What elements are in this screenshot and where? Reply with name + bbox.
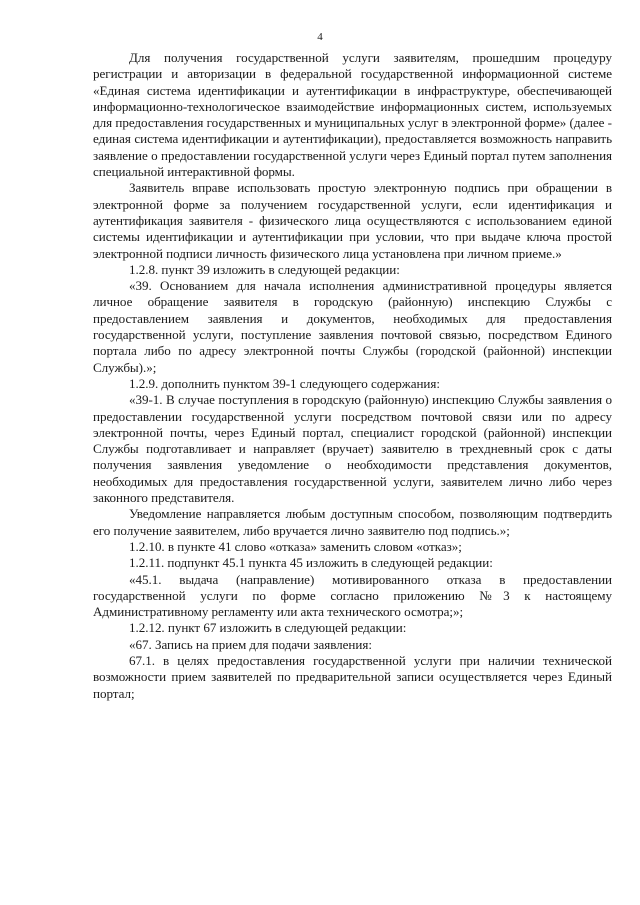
paragraph-point-39-1: «39-1. В случае поступления в городскую (районную) инспекцию Службы заявления о предоставлении государственной услуги посредством почтовой связи или по адресу электронной почты, через Единый портал, специалист городской (районной) инспекции Службы подготавливает и направляет (вручает) заявителю в трехдневный срок с даты получения заявления уведомление о необходимости представления документов, необходимых для предоставления государственной услуги, заявителем лично либо через законного представителя. xyxy=(93,392,612,506)
document-body xyxy=(93,50,612,702)
paragraph-amendment-1-2-12: 1.2.12. пункт 67 изложить в следующей редакции: xyxy=(129,620,407,636)
page-number: 4 xyxy=(317,31,323,43)
paragraph-point-45-1: «45.1. выдача (направление) мотивированного отказа в предоставлении государственной услуги по форме согласно приложению №3 к настоящему Административному регламенту или акта технического осмотра;»; xyxy=(93,571,612,620)
paragraph-electronic-signature: Заявитель вправе использовать простую электронную подпись при обращении в электронной форме за получением государственной услуги, если идентификация и аутентификация заявителя - физического лица осуществляются с использованием единой системы идентификации и аутентификации при условии, что при выдаче ключа простой электронной подписи личность физического лица установлена при личном приеме.» xyxy=(93,180,612,261)
paragraph-amendment-1-2-10: 1.2.10. в пункте 41 слово «отказа» заменить словом «отказ»; xyxy=(129,538,462,554)
paragraph-point-67: «67. Запись на прием для подачи заявления: xyxy=(129,636,372,652)
paragraph-amendment-1-2-8: 1.2.8. пункт 39 изложить в следующей редакции: xyxy=(129,261,400,277)
paragraph-point-67-1: 67.1. в целях предоставления государственной услуги при наличии технической возможности прием заявителей по предварительной записи осуществляется через Единый портал; xyxy=(93,652,612,701)
paragraph-amendment-1-2-9: 1.2.9. дополнить пунктом 39-1 следующего содержания: xyxy=(129,375,440,391)
paragraph-notification: Уведомление направляется любым доступным способом, позволяющим подтвердить его получение заявителем, либо вручается лично заявителю под подпись.»; xyxy=(93,506,612,538)
paragraph-amendment-1-2-11: 1.2.11. подпункт 45.1 пункта 45 изложить в следующей редакции: xyxy=(129,555,493,571)
paragraph-electronic-submission: Для получения государственной услуги заявителям, прошедшим процедуру регистрации и авторизации в федеральной государственной информационной системе «Единая система идентификации и аутентификации в инфраструктуре, обеспечивающей информационно-технологическое взаимодействие информационных систем, используемых для предоставления государственных и муниципальных услуг в электронной форме» (далее - единая система идентификации и аутентификации), предоставляется возможность направить заявление о предоставлении государственной услуги через Единый портал путем заполнения специальной интерактивной формы. xyxy=(93,50,612,180)
paragraph-point-39: «39. Основанием для начала исполнения административной процедуры является личное обращение заявителя в городскую (районную) инспекцию Службы с предоставлением заявления и документов, необходимых для предоставления государственной услуги, поступление заявления почтовой связью, посредством Единого портала либо по адресу электронной почты Службы (городской (районной) инспекции Службы).»; xyxy=(93,278,612,375)
